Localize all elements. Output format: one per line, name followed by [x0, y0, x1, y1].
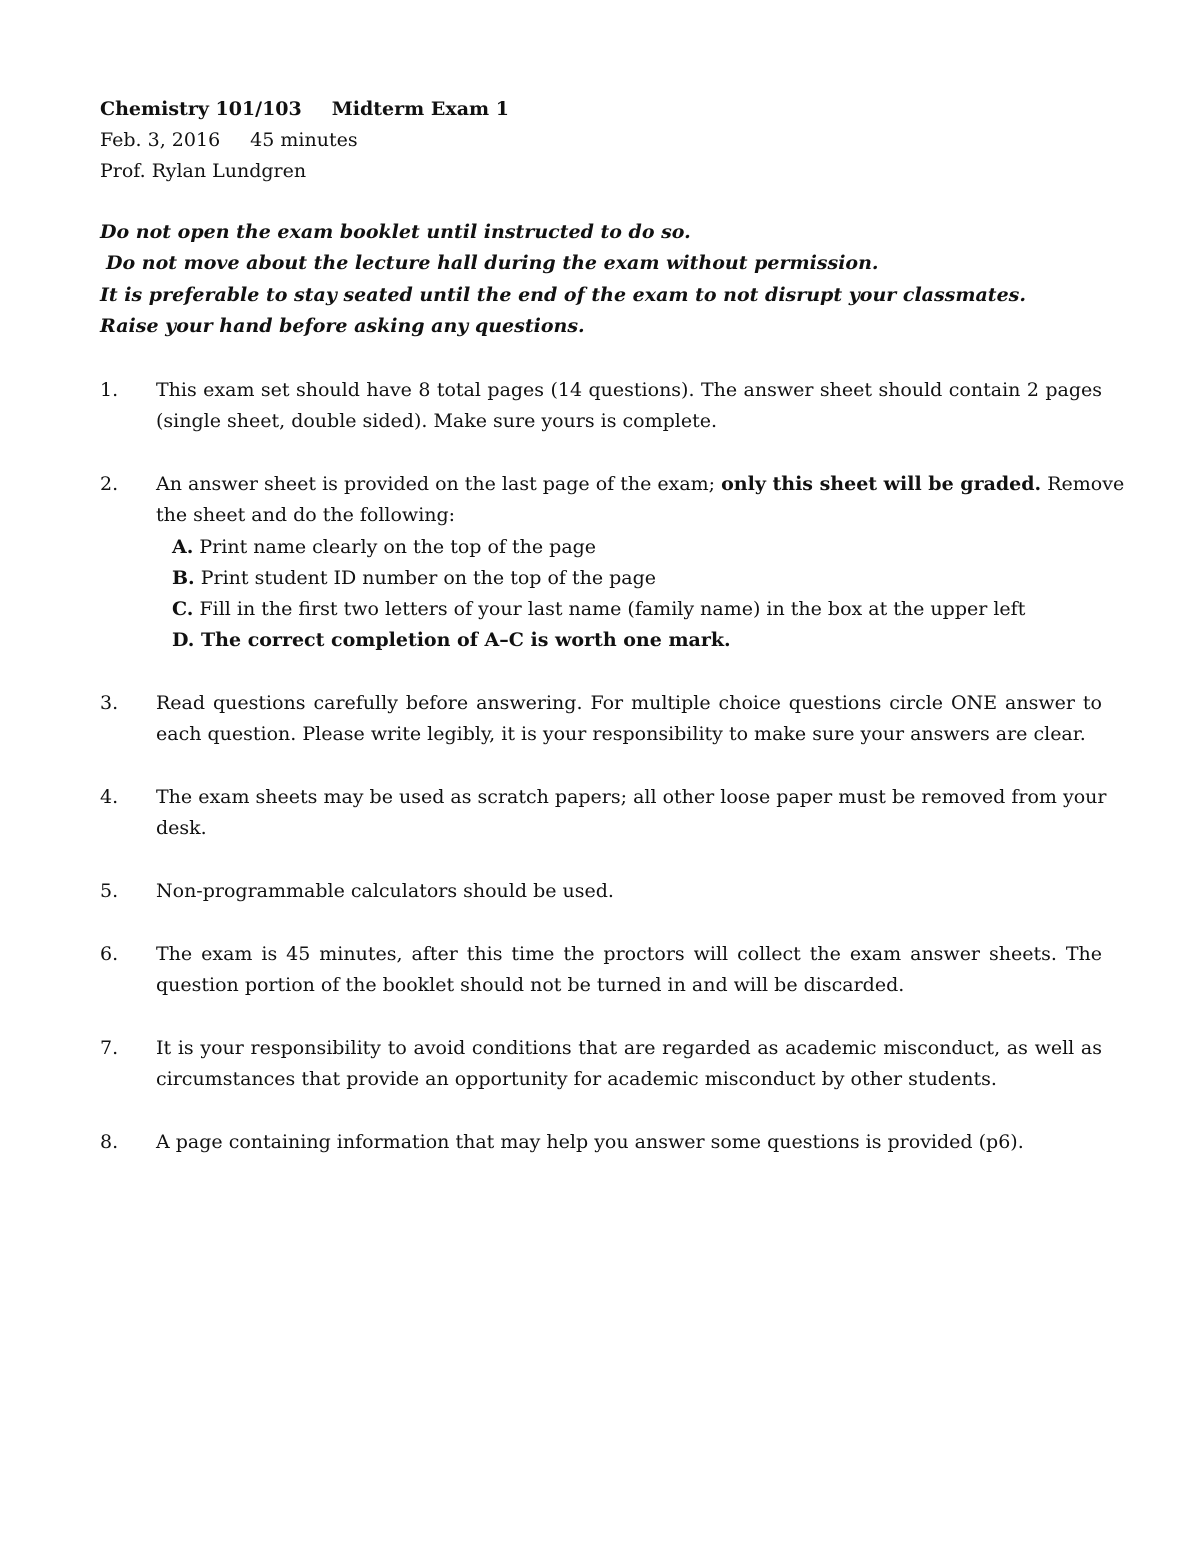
item-line: question portion of the booklet should not be turned in and will be discarded. — [156, 974, 905, 997]
list-item — [100, 1033, 1102, 1127]
exam-rules — [100, 217, 1110, 342]
item-line: circumstances that provide an opportunity for academic misconduct by other students. — [156, 1068, 997, 1091]
instructions-list — [100, 375, 1125, 1167]
item-text — [156, 1033, 1102, 1096]
sub-letter: B. — [172, 566, 195, 589]
item-text — [156, 375, 1102, 438]
item-number: 6. — [100, 943, 119, 965]
sub-letter: D. — [172, 629, 195, 652]
sub-item-a — [156, 532, 1102, 563]
list-item — [100, 876, 1102, 939]
list-item — [100, 1127, 1102, 1167]
course-line — [100, 94, 1100, 125]
item-line: (single sheet, double sided). Make sure yours is complete. — [156, 410, 718, 433]
item-line: desk. — [156, 817, 207, 840]
item-number: 7. — [100, 1037, 119, 1059]
sub-text: Print student ID number on the top of the page — [194, 566, 657, 589]
item-text — [156, 876, 1102, 907]
sub-item-d — [156, 625, 1102, 656]
date-line — [100, 125, 1100, 156]
rule-line: It is preferable to stay seated until the end of the exam to not disrupt your classmates. — [100, 283, 1026, 306]
item-line: This exam set should have 8 total pages (14 questions). The answer sheet should contain 2 pages — [156, 379, 1102, 401]
item-text-segment: Remove — [1041, 473, 1125, 495]
sub-letter: C. — [172, 598, 194, 621]
item-text — [156, 469, 1125, 657]
professor-name: Prof. Rylan Lundgren — [100, 160, 307, 182]
list-item — [100, 688, 1102, 782]
item-number: 4. — [100, 786, 119, 808]
exam-date: Feb. 3, 2016 — [100, 129, 221, 151]
item-line: It is your responsibility to avoid conditions that are regarded as academic misconduct, as well as — [156, 1037, 1102, 1059]
item-line: the sheet and do the following: — [156, 504, 456, 527]
list-item — [100, 939, 1102, 1033]
sub-letter: A. — [172, 535, 194, 558]
sub-text: The correct completion of A–C is worth one mark. — [194, 629, 731, 652]
item-text — [156, 782, 1107, 845]
exam-title: Midterm Exam 1 — [331, 98, 509, 120]
item-number: 1. — [100, 379, 119, 401]
graded-emphasis: only this sheet will be graded. — [721, 473, 1042, 495]
item-line — [156, 469, 1125, 500]
exam-duration: 45 minutes — [250, 129, 358, 151]
item-line: The exam is 45 minutes, after this time the proctors will collect the exam answer sheets. The — [156, 943, 1102, 965]
sub-text: Print name clearly on the top of the page — [193, 535, 597, 558]
list-item — [100, 469, 1125, 688]
item-number: 3. — [100, 692, 119, 714]
exam-header — [100, 94, 1100, 187]
rule-line: Do not open the exam booklet until instructed to do so. — [100, 221, 691, 243]
sub-text: Fill in the first two letters of your last name (family name) in the box at the upper left — [193, 598, 1026, 621]
item-line: Non-programmable calculators should be used. — [156, 880, 614, 902]
course-title: Chemistry 101/103 — [100, 98, 302, 120]
item-line: A page containing information that may help you answer some questions is provided (p6). — [156, 1131, 1024, 1153]
item-text-segment: An answer sheet is provided on the last page of the exam; — [156, 473, 722, 495]
item-number: 2. — [100, 473, 119, 495]
list-item — [100, 782, 1107, 876]
item-number: 5. — [100, 880, 119, 902]
rule-line: Raise your hand before asking any questions. — [100, 314, 585, 337]
sub-item-b — [156, 563, 1102, 594]
item-line: Read questions carefully before answering. For multiple choice questions circle ONE answer to — [156, 692, 1102, 714]
list-item — [100, 375, 1102, 469]
item-text — [156, 688, 1102, 751]
item-line: The exam sheets may be used as scratch papers; all other loose paper must be removed from your — [156, 786, 1107, 808]
item-text — [156, 939, 1102, 1002]
rule-line: Do not move about the lecture hall during the exam without permission. — [106, 252, 879, 275]
item-number: 8. — [100, 1131, 119, 1153]
item-line: each question. Please write legibly, it is your responsibility to make sure your answers are clear. — [156, 723, 1086, 746]
item-text — [156, 1127, 1102, 1158]
sub-item-c — [156, 594, 1102, 625]
